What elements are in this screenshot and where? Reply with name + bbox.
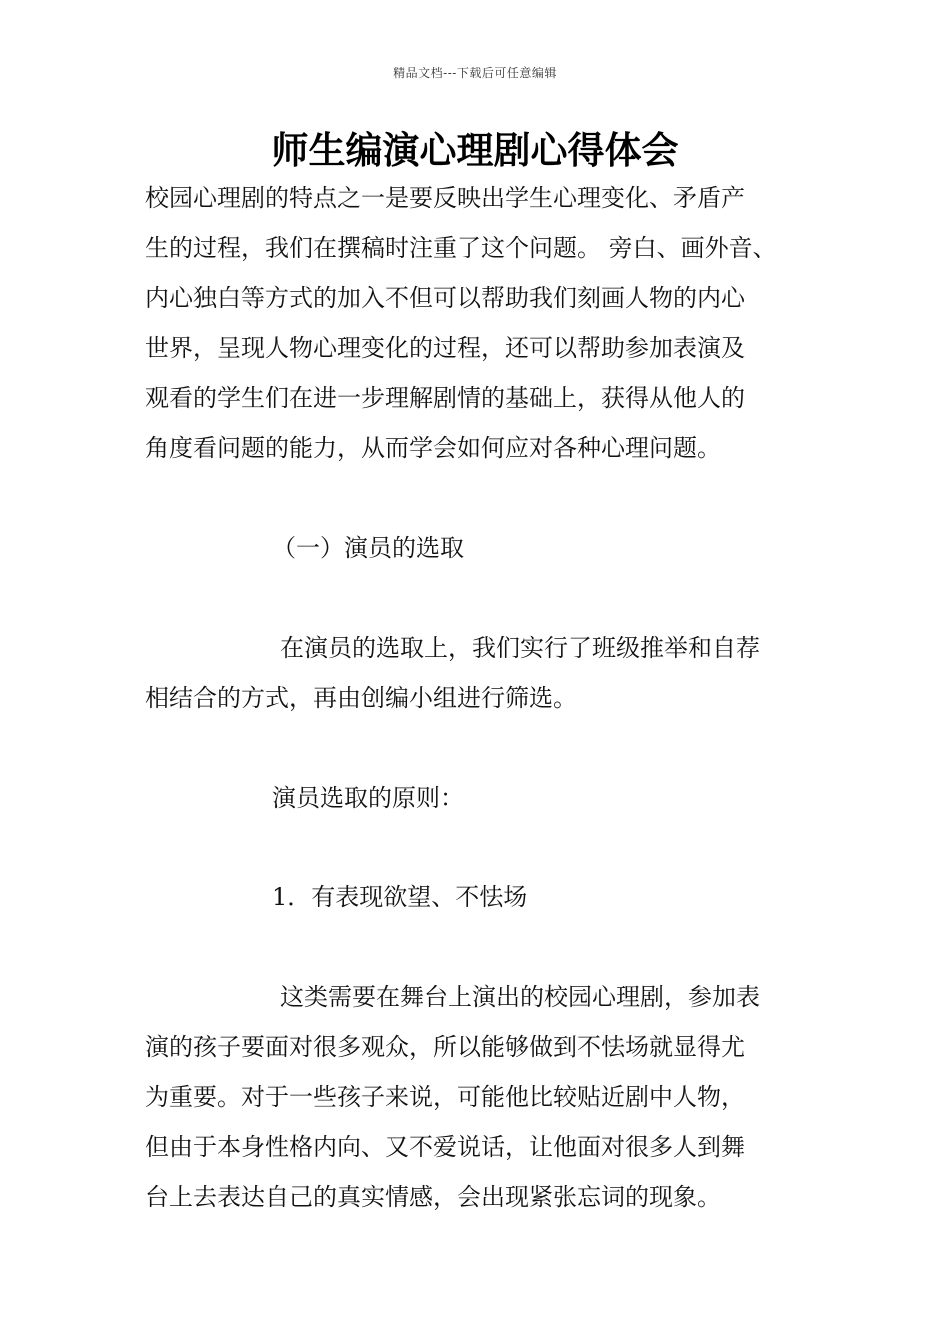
paragraph-line: 校园心理剧的特点之一是要反映出学生心理变化、矛盾产 [145,184,745,212]
paragraph-line: 观看的学生们在进一步理解剧情的基础上，获得从他人的 [145,384,745,412]
header-note: 精品文档---下载后可任意编辑 [393,66,557,80]
section-heading: （一）演员的选取 [272,534,464,562]
paragraph-line: 相结合的方式，再由创编小组进行筛选。 [145,684,577,712]
paragraph-line: 为重要。对于一些孩子来说，可能他比较贴近剧中人物， [145,1083,745,1111]
paragraph-line: 世界，呈现人物心理变化的过程，还可以帮助参加表演及 [145,334,745,362]
paragraph-line: 角度看问题的能力，从而学会如何应对各种心理问题。 [145,434,721,462]
paragraph-line: 内心独白等方式的加入不但可以帮助我们刻画人物的内心 [145,284,745,312]
list-item-heading: 1．有表现欲望、不怯场 [272,883,528,911]
paragraph-line: 这类需要在舞台上演出的校园心理剧，参加表 [280,983,760,1011]
paragraph-line: 但由于本身性格内向、又不爱说话，让他面对很多人到舞 [145,1133,745,1161]
paragraph-line: 在演员的选取上，我们实行了班级推举和自荐 [280,634,760,662]
paragraph-line: 台上去表达自己的真实情感，会出现紧张忘词的现象。 [145,1183,721,1211]
document-title: 师生编演心理剧心得体会 [271,128,679,172]
subsection-heading: 演员选取的原则： [272,784,464,812]
paragraph-line: 演的孩子要面对很多观众，所以能够做到不怯场就显得尤 [145,1033,745,1061]
paragraph-line: 生的过程，我们在撰稿时注重了这个问题。 旁白、画外音、 [145,234,777,262]
